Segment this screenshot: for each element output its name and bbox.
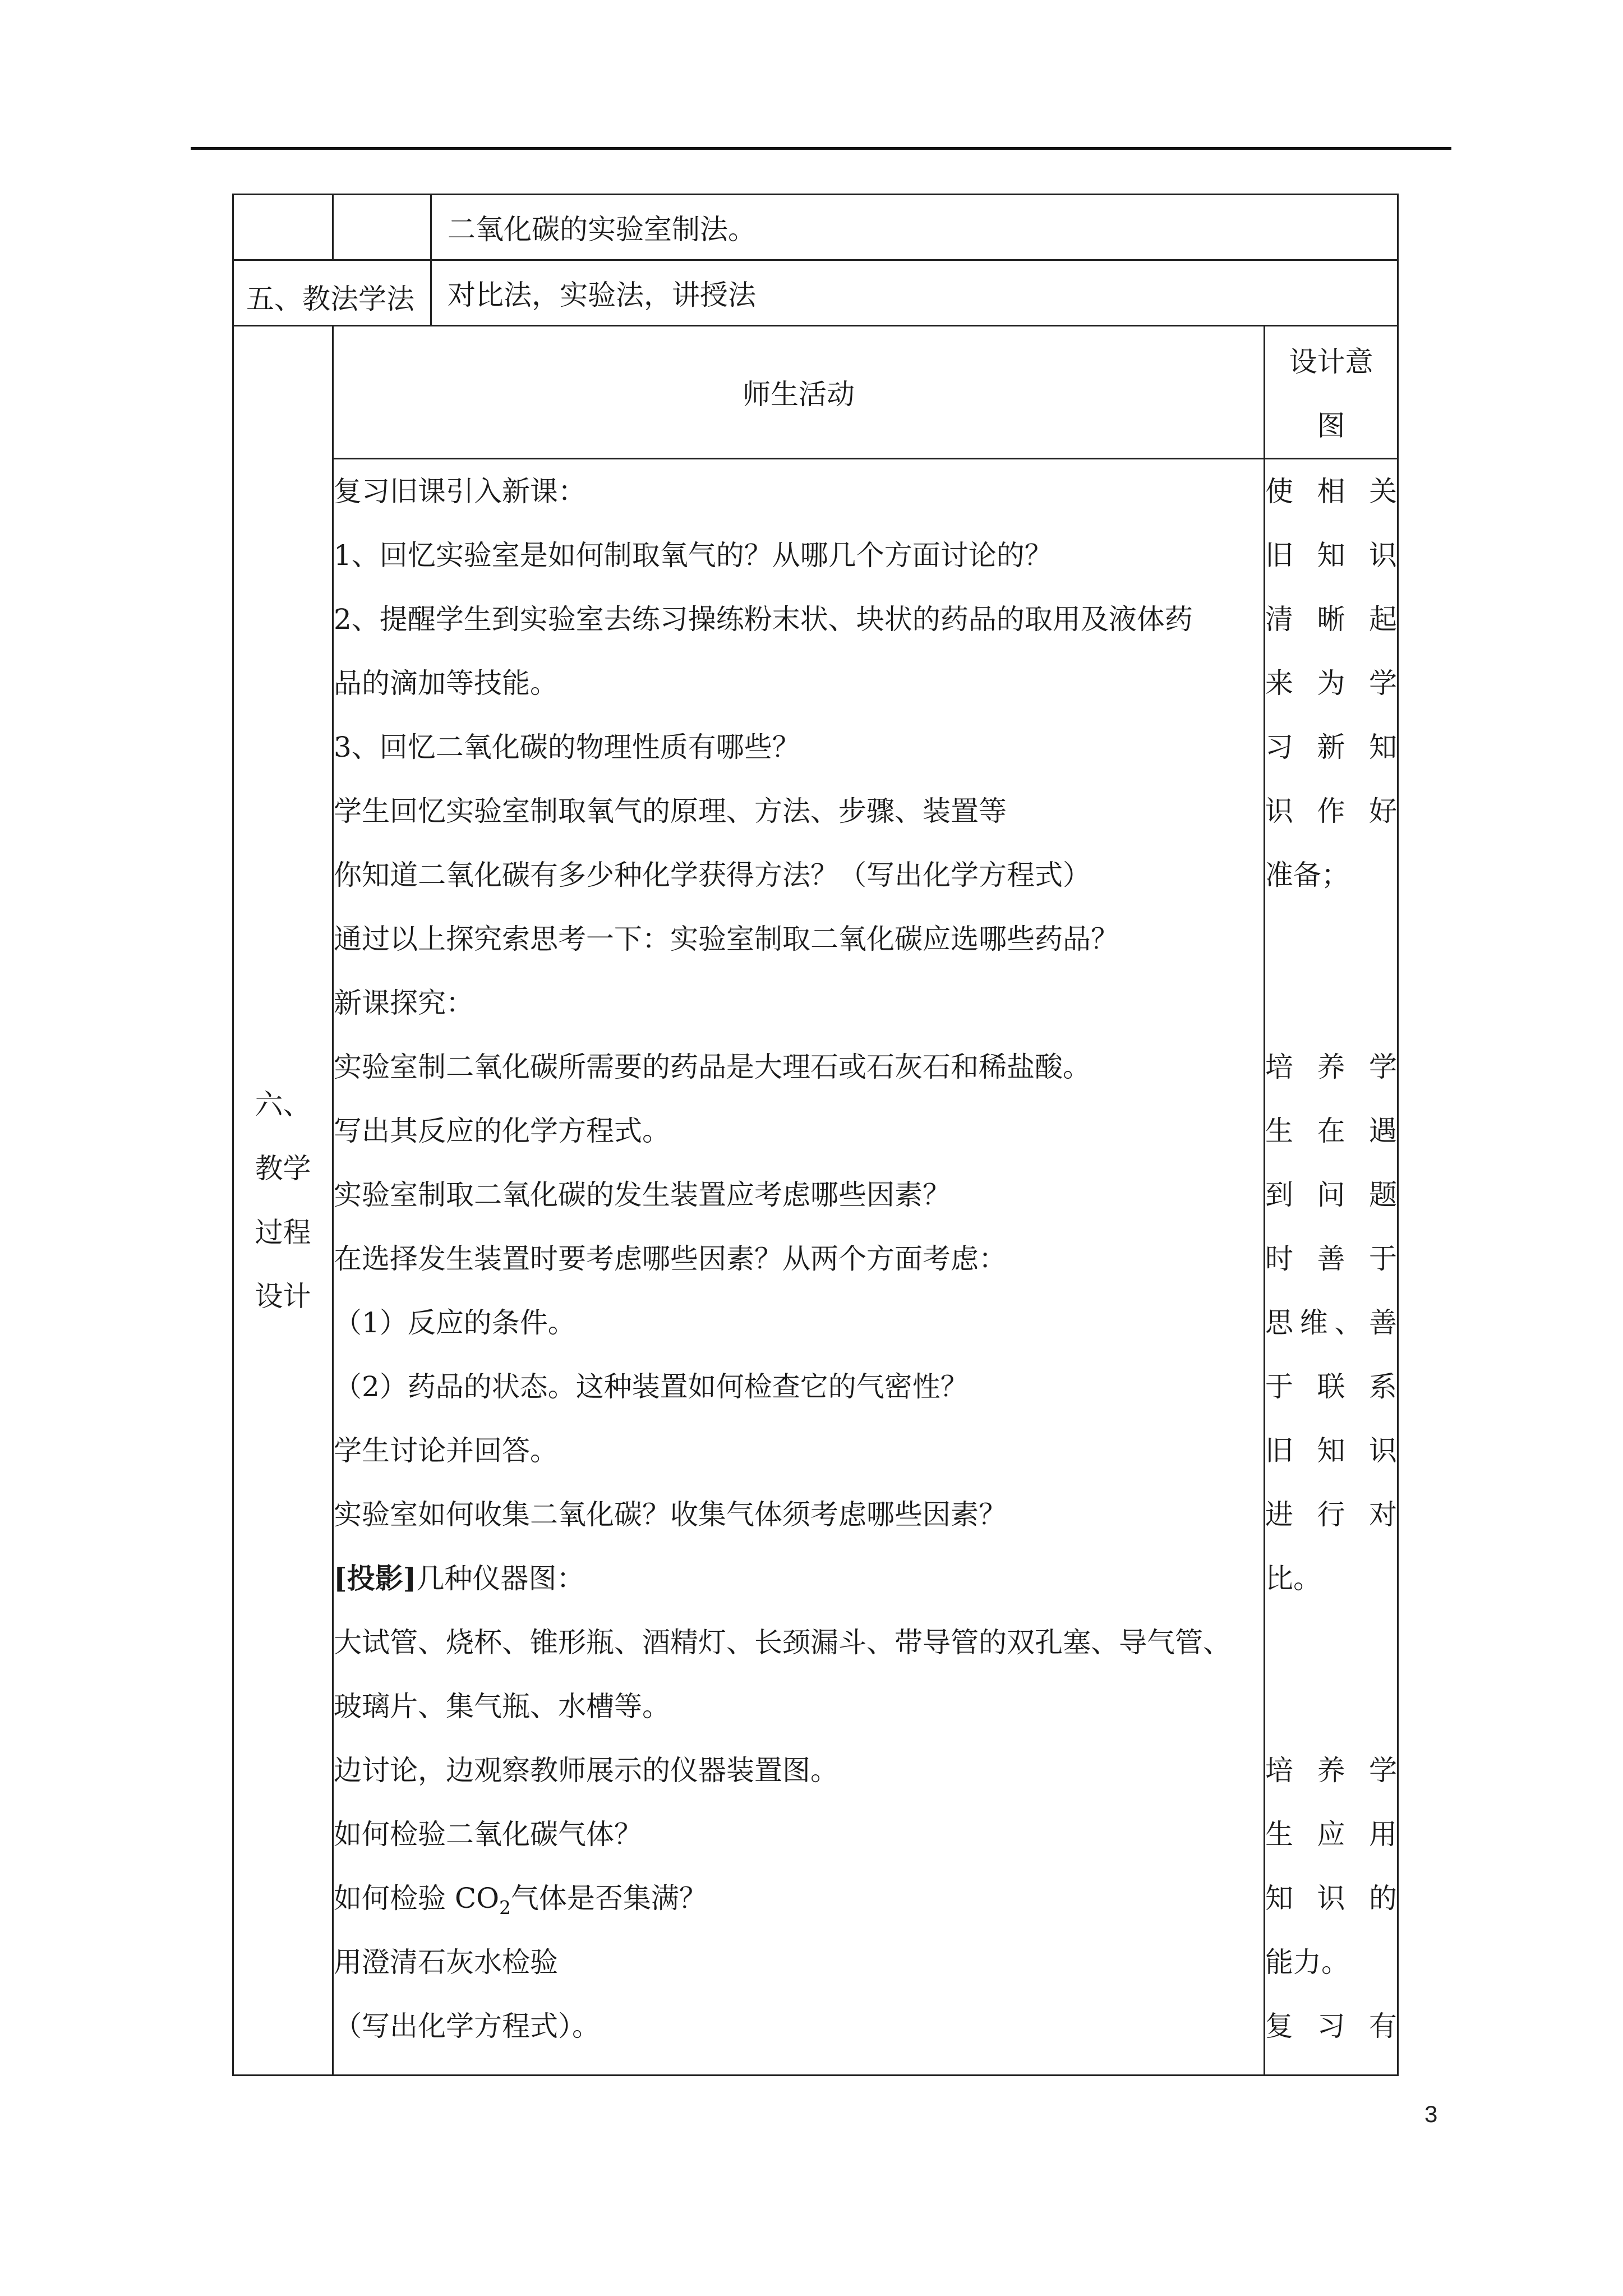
intent-line: 来为学 — [1265, 667, 1397, 700]
activity-line: 新课探究： — [334, 987, 474, 1019]
activity-header-cell — [333, 326, 1265, 459]
activity-line: （1）反应的条件。 — [334, 1306, 576, 1339]
method-label: 五、教法学法 — [246, 283, 414, 315]
section-label-line: 过程 — [255, 1216, 311, 1249]
top-row — [233, 195, 1398, 260]
activity-line: 大试管、烧杯、锥形瓶、酒精灯、长颈漏斗、带导管的双孔塞、导气管、 — [334, 1626, 1231, 1659]
intent-line: 到问题 — [1265, 1179, 1397, 1211]
intent-line: 习新知 — [1265, 731, 1397, 763]
method-content-cell — [431, 260, 1398, 326]
activity-line: 边讨论，边观察教师展示的仪器装置图。 — [334, 1754, 838, 1787]
empty-cell-a — [233, 195, 333, 260]
section-label-line: 设计 — [255, 1280, 311, 1313]
intent-line: 知识的 — [1265, 1882, 1397, 1915]
section-label-line: 教学 — [255, 1152, 311, 1185]
activity-line: 玻璃片、集气瓶、水槽等。 — [334, 1690, 670, 1723]
intent-line: 清晰起 — [1265, 603, 1397, 636]
intent-line: 使相关 — [1265, 475, 1397, 508]
intent-line: 识作好 — [1265, 795, 1397, 827]
activity-line: 学生回忆实验室制取氧气的原理、方法、步骤、装置等 — [334, 795, 1007, 827]
projection-line — [334, 1547, 1264, 1611]
activity-line: 复习旧课引入新课： — [334, 475, 586, 508]
top-row-text: 二氧化碳的实验室制法。 — [448, 213, 756, 246]
activities-cell — [333, 459, 1265, 2076]
intent-line: 旧知识 — [1265, 1434, 1397, 1467]
intent-line: 进行对 — [1265, 1498, 1397, 1531]
top-row-content — [431, 195, 1398, 260]
page-number: 3 — [1424, 2101, 1438, 2127]
activity-line: 在选择发生装置时要考虑哪些因素？从两个方面考虑： — [334, 1243, 1007, 1275]
activity-line: 用澄清石灰水检验 — [334, 1946, 558, 1978]
co2-check-line — [334, 1866, 1264, 1930]
activity-line: 3、回忆二氧化碳的物理性质有哪些？ — [334, 731, 800, 763]
intent-line-last: 能力。 — [1265, 1946, 1349, 1978]
intent-line: 培养学 — [1265, 1051, 1397, 1083]
empty-cell-b — [333, 195, 431, 260]
intent-line: 生在遇 — [1265, 1115, 1397, 1147]
intent-line: 于联系 — [1265, 1370, 1397, 1403]
projection-tag: [投影] — [334, 1562, 417, 1595]
lesson-plan-table — [232, 194, 1399, 2076]
activity-header: 师生活动 — [743, 378, 855, 411]
activity-line: 你知道二氧化碳有多少种化学获得方法？（写出化学方程式） — [334, 859, 1091, 891]
intent-line: 复习有 — [1265, 2010, 1397, 2042]
process-body-row — [233, 459, 1398, 2076]
activity-line: （写出化学方程式）。 — [334, 2010, 600, 2042]
activity-line: 2、提醒学生到实验室去练习操练粉末状、块状的药品的取用及液体药 — [334, 603, 1193, 636]
intent-line: 生应用 — [1265, 1818, 1397, 1851]
intent-line-last: 准备； — [1265, 859, 1349, 891]
activity-line: 通过以上探究索思考一下：实验室制取二氧化碳应选哪些药品？ — [334, 923, 1119, 955]
co2-prefix: 如何检验 CO — [334, 1882, 500, 1915]
design-header-cell — [1265, 326, 1398, 459]
design-header-line: 图 — [1317, 409, 1345, 442]
method-label-cell — [233, 260, 431, 326]
projection-text: 几种仪器图： — [416, 1562, 585, 1595]
intent-line: 培养学 — [1265, 1754, 1397, 1787]
activity-line: 写出其反应的化学方程式。 — [334, 1115, 670, 1147]
activity-line: 实验室制取二氧化碳的发生装置应考虑哪些因素？ — [334, 1179, 951, 1211]
activity-line: 学生讨论并回答。 — [334, 1434, 558, 1467]
section-label-cell — [233, 326, 333, 2076]
activity-line: 如何检验二氧化碳气体？ — [334, 1818, 642, 1851]
activity-line: 1、回忆实验室是如何制取氧气的？从哪几个方面讨论的？ — [334, 539, 1053, 572]
co2-suffix: 气体是否集满？ — [510, 1882, 707, 1915]
process-header-row — [233, 326, 1398, 459]
activity-line: 品的滴加等技能。 — [334, 667, 558, 700]
co2-subscript: 2 — [499, 1897, 511, 1918]
header-rule — [191, 147, 1451, 150]
intent-line: 思维、善 — [1265, 1306, 1397, 1339]
activity-line: （2）药品的状态。这种装置如何检查它的气密性？ — [334, 1370, 969, 1403]
intent-line: 旧知识 — [1265, 539, 1397, 572]
method-text: 对比法，实验法，讲授法 — [448, 279, 756, 311]
activity-line: 实验室制二氧化碳所需要的药品是大理石或石灰石和稀盐酸。 — [334, 1051, 1091, 1083]
design-header-line: 设计意 — [1289, 346, 1373, 378]
intent-line-last: 比。 — [1265, 1562, 1321, 1595]
activity-line: 实验室如何收集二氧化碳？收集气体须考虑哪些因素？ — [334, 1498, 1007, 1531]
method-row — [233, 260, 1398, 326]
intent-line: 时善于 — [1265, 1243, 1397, 1275]
section-label-line: 六、 — [255, 1088, 311, 1121]
design-intent-cell — [1265, 459, 1398, 2076]
